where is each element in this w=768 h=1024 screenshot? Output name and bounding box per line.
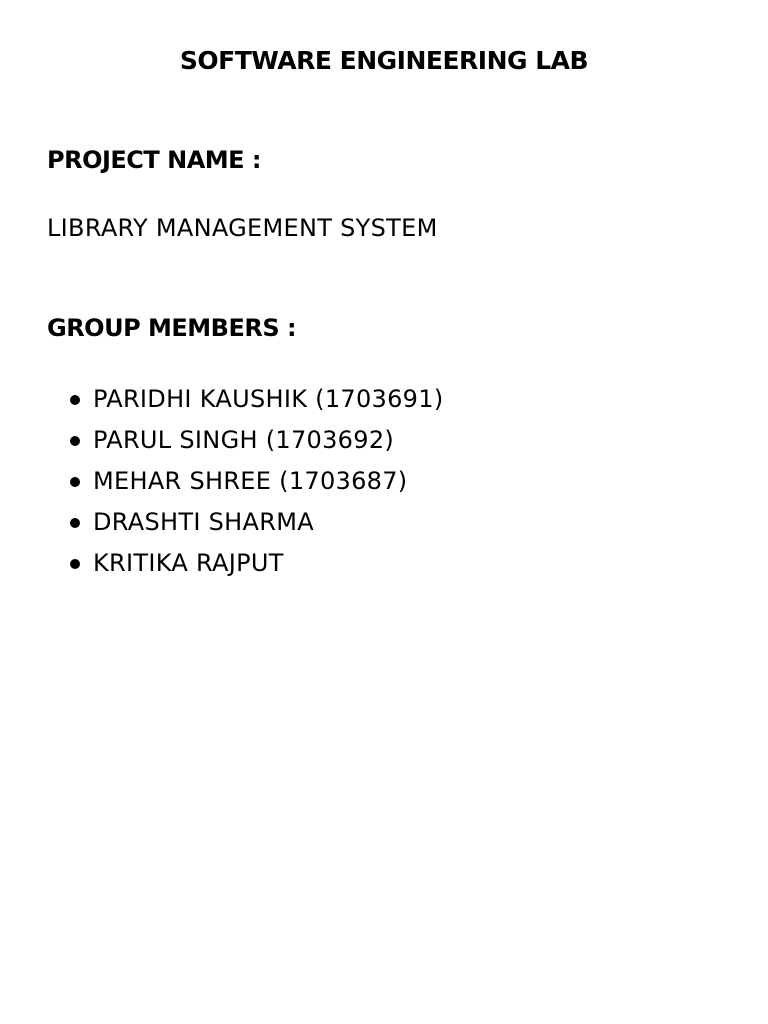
list-item xyxy=(70,422,443,463)
group-members-list xyxy=(70,381,443,586)
bullet-icon xyxy=(70,559,80,569)
member-name: KRITIKA RAJPUT xyxy=(93,549,284,577)
bullet-icon xyxy=(70,395,80,405)
member-name: PARUL SINGH (1703692) xyxy=(93,426,395,454)
member-name: PARIDHI KAUSHIK (1703691) xyxy=(93,385,444,413)
list-item xyxy=(70,381,443,422)
list-item xyxy=(70,504,443,545)
bullet-icon xyxy=(70,518,80,528)
list-item xyxy=(70,545,443,586)
project-name-label: PROJECT NAME : xyxy=(47,146,262,174)
document-title: SOFTWARE ENGINEERING LAB xyxy=(179,46,589,75)
member-name: MEHAR SHREE (1703687) xyxy=(93,467,408,495)
bullet-icon xyxy=(70,477,80,487)
list-item xyxy=(70,463,443,504)
group-members-label: GROUP MEMBERS : xyxy=(47,314,297,342)
member-name: DRASHTI SHARMA xyxy=(93,508,314,536)
project-name-value: LIBRARY MANAGEMENT SYSTEM xyxy=(47,214,438,242)
bullet-icon xyxy=(70,436,80,446)
